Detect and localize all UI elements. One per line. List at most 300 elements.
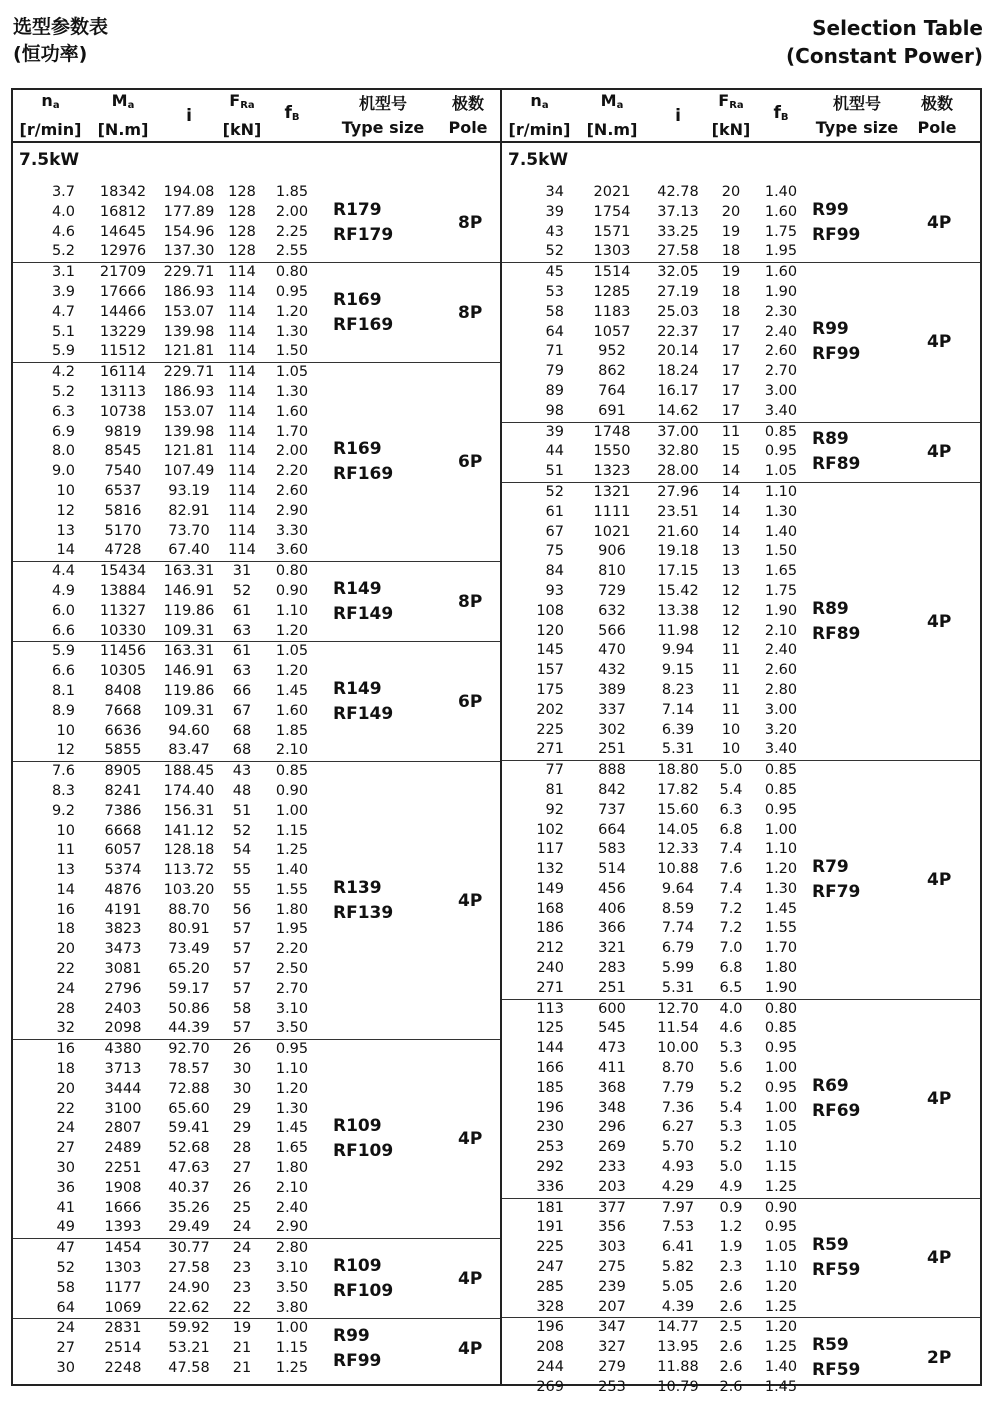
table-row — [502, 1158, 980, 1178]
cell-ratio: 13.38 — [657, 602, 699, 619]
type-size-label: RF89 — [812, 454, 861, 475]
cell-torque: 6636 — [104, 722, 142, 739]
cell-service-factor: 1.40 — [764, 184, 798, 200]
cell-service-factor: 1.45 — [275, 1120, 309, 1137]
cell-speed: 22 — [56, 961, 75, 978]
cell-speed: 9.2 — [51, 802, 75, 819]
header-type-size: 机型号 Type size — [341, 93, 425, 137]
type-size-label: R179 — [333, 199, 382, 220]
cell-service-factor: 2.80 — [764, 681, 798, 698]
cell-service-factor: 0.80 — [275, 563, 309, 580]
cell-radial-load: 14 — [721, 523, 741, 540]
cell-service-factor: 0.85 — [764, 423, 798, 440]
cell-speed: 98 — [545, 402, 564, 419]
cell-service-factor: 1.60 — [764, 203, 798, 220]
table-row — [13, 1319, 500, 1339]
type-size-label: R169 — [333, 289, 382, 310]
cell-service-factor: 1.25 — [275, 1360, 309, 1377]
table-row — [13, 1239, 500, 1259]
cell-torque: 7540 — [104, 463, 142, 480]
cell-torque: 1057 — [593, 323, 631, 340]
cell-speed: 18 — [56, 1061, 75, 1078]
cell-ratio: 7.97 — [661, 1199, 695, 1216]
table-row — [13, 1279, 500, 1299]
type-size — [333, 363, 393, 561]
cell-speed: 79 — [545, 363, 564, 380]
cell-radial-load: 21 — [232, 1360, 252, 1377]
cell-radial-load: 24 — [232, 1240, 252, 1257]
cell-radial-load: 12 — [721, 602, 741, 619]
cell-service-factor: 2.10 — [764, 622, 798, 639]
cell-ratio: 23.51 — [657, 503, 699, 520]
cell-radial-load: 17 — [721, 363, 741, 380]
cell-service-factor: 2.90 — [275, 1219, 309, 1236]
table-row — [502, 1338, 980, 1358]
cell-speed: 14 — [56, 881, 75, 898]
cell-ratio: 186.93 — [163, 283, 215, 300]
cell-service-factor: 1.00 — [764, 1099, 798, 1116]
cell-service-factor: 1.15 — [764, 1159, 798, 1176]
cell-torque: 664 — [598, 821, 626, 838]
cell-radial-load: 7.4 — [719, 841, 743, 858]
cell-speed: 125 — [536, 1020, 564, 1037]
type-size-label: RF69 — [812, 1100, 861, 1121]
cell-ratio: 15.60 — [657, 801, 699, 818]
cell-speed: 52 — [545, 243, 564, 260]
cell-radial-load: 114 — [228, 383, 256, 400]
cell-service-factor: 3.30 — [275, 522, 309, 539]
cell-speed: 244 — [536, 1359, 564, 1376]
cell-service-factor: 3.50 — [275, 1279, 309, 1296]
cell-speed: 3.9 — [51, 283, 75, 300]
table-row — [502, 900, 980, 920]
cell-radial-load: 30 — [232, 1061, 252, 1078]
cell-radial-load: 114 — [228, 364, 256, 381]
cell-ratio: 32.05 — [657, 264, 699, 281]
cell-radial-load: 28 — [232, 1140, 252, 1157]
cell-speed: 24 — [56, 980, 75, 997]
cell-service-factor: 1.05 — [764, 463, 798, 480]
cell-torque: 1754 — [593, 203, 631, 220]
cell-speed: 45 — [545, 264, 564, 281]
table-row — [13, 562, 500, 582]
cell-speed: 5.9 — [51, 643, 75, 660]
cell-torque: 11456 — [99, 643, 147, 660]
pole-count: 4P — [458, 1129, 483, 1150]
table-row — [13, 920, 500, 940]
cell-speed: 230 — [536, 1119, 564, 1136]
cell-service-factor: 1.05 — [275, 643, 309, 660]
pole-count: 2P — [927, 1348, 952, 1369]
cell-service-factor: 0.95 — [275, 283, 309, 300]
cell-radial-load: 43 — [232, 763, 252, 780]
cell-speed: 6.6 — [51, 622, 75, 639]
cell-ratio: 8.70 — [661, 1060, 695, 1077]
cell-service-factor: 2.30 — [764, 303, 798, 320]
table-row — [502, 781, 980, 801]
table-row — [13, 622, 500, 642]
table-row — [13, 841, 500, 861]
cell-speed: 43 — [545, 223, 564, 240]
cell-radial-load: 128 — [228, 223, 256, 240]
cell-service-factor: 2.20 — [275, 463, 309, 480]
pole-count: 4P — [927, 332, 952, 353]
cell-speed: 8.1 — [51, 682, 75, 699]
cell-speed: 292 — [536, 1159, 564, 1176]
cell-radial-load: 19 — [721, 223, 741, 240]
cell-ratio: 139.98 — [163, 323, 215, 340]
table-row — [13, 1359, 500, 1379]
table-row — [502, 1059, 980, 1079]
cell-speed: 71 — [545, 343, 564, 360]
cell-ratio: 194.08 — [163, 184, 215, 200]
table-row — [502, 661, 980, 681]
header-ratio: i — [186, 105, 192, 126]
cell-ratio: 65.20 — [168, 961, 210, 978]
cell-speed: 49 — [56, 1219, 75, 1236]
cell-ratio: 9.94 — [661, 642, 695, 659]
cell-service-factor: 1.10 — [764, 841, 798, 858]
cell-speed: 51 — [545, 463, 564, 480]
pole-count: 8P — [458, 302, 483, 323]
cell-torque: 366 — [598, 920, 626, 937]
cell-ratio: 229.71 — [163, 264, 215, 281]
pole-count: 4P — [458, 890, 483, 911]
cell-service-factor: 1.80 — [275, 1160, 309, 1177]
cell-service-factor: 1.45 — [764, 900, 798, 917]
cell-ratio: 11.98 — [657, 622, 699, 639]
row-group — [502, 423, 980, 483]
cell-speed: 64 — [545, 323, 564, 340]
cell-radial-load: 114 — [228, 323, 256, 340]
cell-torque: 16812 — [99, 203, 147, 220]
cell-torque: 3100 — [104, 1100, 142, 1117]
table-row — [13, 940, 500, 960]
cell-speed: 7.6 — [51, 763, 75, 780]
cell-speed: 32 — [56, 1020, 75, 1037]
cell-torque: 21709 — [99, 264, 147, 281]
cell-torque: 2248 — [104, 1360, 142, 1377]
pole-count: 4P — [927, 442, 952, 463]
cell-speed: 92 — [545, 801, 564, 818]
cell-speed: 27 — [56, 1140, 75, 1157]
cell-service-factor: 1.60 — [275, 403, 309, 420]
pole-count: 4P — [927, 1248, 952, 1269]
type-size-label: R109 — [333, 1255, 382, 1276]
cell-torque: 303 — [598, 1239, 626, 1256]
cell-speed: 113 — [536, 1000, 564, 1017]
table-row — [502, 880, 980, 900]
table-row — [13, 1119, 500, 1139]
cell-torque: 842 — [598, 781, 626, 798]
cell-torque: 11512 — [99, 343, 147, 360]
type-size — [333, 642, 393, 761]
table-row — [502, 242, 980, 262]
cell-service-factor: 1.75 — [764, 582, 798, 599]
table-row — [502, 1118, 980, 1138]
table-row — [13, 881, 500, 901]
table-row — [502, 701, 980, 721]
cell-ratio: 10.79 — [657, 1378, 699, 1395]
table-row — [13, 582, 500, 602]
cell-speed: 20 — [56, 941, 75, 958]
cell-radial-load: 19 — [232, 1320, 252, 1337]
cell-speed: 14 — [56, 542, 75, 559]
table-row — [13, 263, 500, 283]
type-size — [333, 1239, 393, 1318]
cell-service-factor: 2.10 — [275, 742, 309, 759]
cell-radial-load: 11 — [721, 681, 741, 698]
cell-torque: 470 — [598, 642, 626, 659]
row-group — [502, 183, 980, 263]
cell-radial-load: 29 — [232, 1120, 252, 1137]
cell-speed: 5.9 — [51, 343, 75, 360]
cell-ratio: 21.60 — [657, 523, 699, 540]
cell-ratio: 27.58 — [168, 1260, 210, 1277]
cell-radial-load: 6.8 — [719, 960, 743, 977]
cell-radial-load: 68 — [232, 722, 252, 739]
cell-ratio: 29.49 — [168, 1219, 210, 1236]
row-group — [13, 263, 500, 363]
cell-torque: 348 — [598, 1099, 626, 1116]
header-speed: $n_a$ [r/min] — [19, 91, 82, 139]
cell-ratio: 15.42 — [657, 582, 699, 599]
type-size-label: R69 — [812, 1075, 849, 1096]
cell-torque: 1454 — [104, 1240, 142, 1257]
cell-torque: 4876 — [104, 881, 142, 898]
cell-torque: 691 — [598, 402, 626, 419]
subtitle-en: (Constant Power) — [786, 44, 983, 68]
cell-radial-load: 54 — [232, 842, 252, 859]
cell-ratio: 78.57 — [168, 1061, 210, 1078]
cell-service-factor: 1.30 — [275, 383, 309, 400]
table-row — [502, 1258, 980, 1278]
cell-radial-load: 26 — [232, 1041, 252, 1058]
cell-radial-load: 5.0 — [719, 1159, 743, 1176]
cell-service-factor: 1.70 — [764, 940, 798, 957]
cell-torque: 9819 — [104, 423, 142, 440]
table-row — [502, 402, 980, 422]
header-type-size: 机型号 Type size — [815, 93, 899, 137]
table-row — [13, 980, 500, 1000]
cell-speed: 16 — [56, 1041, 75, 1058]
table-row — [502, 939, 980, 959]
cell-service-factor: 2.40 — [275, 1199, 309, 1216]
cell-torque: 207 — [598, 1298, 626, 1315]
cell-torque: 2021 — [593, 184, 631, 200]
cell-ratio: 5.31 — [661, 741, 695, 758]
cell-service-factor: 2.25 — [275, 223, 309, 240]
cell-torque: 3081 — [104, 961, 142, 978]
title-cn: 选型参数表 — [13, 16, 109, 38]
table-row — [502, 1019, 980, 1039]
header-speed: $n_a$ [r/min] — [508, 91, 571, 139]
cell-speed: 24 — [56, 1320, 75, 1337]
type-size-label: R109 — [333, 1116, 382, 1137]
cell-radial-load: 48 — [232, 782, 252, 799]
cell-ratio: 188.45 — [163, 763, 215, 780]
cell-radial-load: 128 — [228, 203, 256, 220]
cell-radial-load: 18 — [721, 303, 741, 320]
row-group — [13, 1040, 500, 1239]
cell-speed: 132 — [536, 861, 564, 878]
cell-radial-load: 5.4 — [719, 781, 743, 798]
type-size-label: RF109 — [333, 1141, 394, 1162]
cell-service-factor: 1.45 — [275, 682, 309, 699]
table-row — [502, 1079, 980, 1099]
cell-speed: 328 — [536, 1298, 564, 1315]
cell-service-factor: 1.00 — [275, 802, 309, 819]
cell-service-factor: 1.30 — [275, 323, 309, 340]
cell-speed: 247 — [536, 1259, 564, 1276]
table-row — [13, 642, 500, 662]
cell-torque: 1393 — [104, 1219, 142, 1236]
pole-count: 4P — [927, 869, 952, 890]
cell-ratio: 12.33 — [657, 841, 699, 858]
cell-speed: 10 — [56, 482, 75, 499]
cell-torque: 7668 — [104, 702, 142, 719]
cell-ratio: 80.91 — [168, 921, 210, 938]
table-row — [502, 641, 980, 661]
cell-torque: 13113 — [99, 383, 147, 400]
cell-torque: 337 — [598, 701, 626, 718]
type-size-label: R59 — [812, 1235, 849, 1256]
cell-ratio: 10.00 — [657, 1040, 699, 1057]
cell-radial-load: 18 — [721, 243, 741, 260]
cell-service-factor: 1.20 — [275, 663, 309, 680]
cell-ratio: 88.70 — [168, 901, 210, 918]
cell-speed: 102 — [536, 821, 564, 838]
table-row — [13, 502, 500, 522]
cell-torque: 11327 — [99, 602, 147, 619]
cell-torque: 862 — [598, 363, 626, 380]
cell-torque: 18342 — [99, 184, 147, 200]
cell-ratio: 141.12 — [163, 822, 215, 839]
cell-service-factor: 2.60 — [275, 482, 309, 499]
cell-torque: 347 — [598, 1319, 626, 1336]
cell-radial-load: 51 — [232, 802, 252, 819]
title-block-cn — [13, 14, 108, 68]
cell-torque: 4728 — [104, 542, 142, 559]
cell-speed: 196 — [536, 1319, 564, 1336]
cell-speed: 93 — [545, 582, 564, 599]
cell-ratio: 153.07 — [163, 403, 215, 420]
cell-speed: 11 — [56, 842, 75, 859]
table-row — [502, 1138, 980, 1158]
cell-radial-load: 14 — [721, 463, 741, 480]
cell-radial-load: 55 — [232, 881, 252, 898]
cell-radial-load: 19 — [721, 264, 741, 281]
cell-torque: 1908 — [104, 1179, 142, 1196]
cell-radial-load: 10 — [721, 741, 741, 758]
cell-ratio: 17.15 — [657, 563, 699, 580]
table-row — [502, 761, 980, 781]
table-row — [13, 682, 500, 702]
table-row — [502, 362, 980, 382]
cell-service-factor: 1.40 — [764, 1359, 798, 1376]
cell-ratio: 153.07 — [163, 303, 215, 320]
table-row — [502, 840, 980, 860]
cell-service-factor: 3.60 — [275, 542, 309, 559]
cell-radial-load: 55 — [232, 862, 252, 879]
cell-speed: 6.9 — [51, 423, 75, 440]
table-row — [13, 1259, 500, 1279]
cell-radial-load: 11 — [721, 701, 741, 718]
cell-radial-load: 20 — [721, 184, 741, 200]
row-group — [502, 1199, 980, 1319]
cell-service-factor: 1.75 — [764, 223, 798, 240]
cell-torque: 239 — [598, 1278, 626, 1295]
cell-radial-load: 2.3 — [719, 1259, 743, 1276]
cell-speed: 269 — [536, 1378, 564, 1395]
cell-speed: 149 — [536, 880, 564, 897]
cell-service-factor: 1.20 — [764, 1278, 798, 1295]
cell-torque: 389 — [598, 681, 626, 698]
cell-ratio: 30.77 — [168, 1240, 210, 1257]
cell-radial-load: 5.2 — [719, 1079, 743, 1096]
cell-service-factor: 0.85 — [764, 781, 798, 798]
cell-radial-load: 5.2 — [719, 1139, 743, 1156]
cell-ratio: 14.62 — [657, 402, 699, 419]
cell-torque: 1021 — [593, 523, 631, 540]
row-group — [502, 761, 980, 1000]
cell-torque: 2796 — [104, 980, 142, 997]
cell-ratio: 139.98 — [163, 423, 215, 440]
table-row — [502, 303, 980, 323]
cell-service-factor: 1.50 — [275, 343, 309, 360]
cell-speed: 20 — [56, 1080, 75, 1097]
cell-ratio: 73.70 — [168, 522, 210, 539]
cell-ratio: 59.17 — [168, 980, 210, 997]
table-row — [502, 1178, 980, 1198]
cell-ratio: 37.13 — [657, 203, 699, 220]
cell-speed: 64 — [56, 1299, 75, 1316]
cell-torque: 1550 — [593, 443, 631, 460]
cell-ratio: 11.88 — [657, 1359, 699, 1376]
table-row — [13, 283, 500, 303]
cell-torque: 10738 — [99, 403, 147, 420]
cell-speed: 12 — [56, 742, 75, 759]
table-row — [13, 403, 500, 423]
table-row — [502, 283, 980, 303]
cell-torque: 4191 — [104, 901, 142, 918]
cell-torque: 1069 — [104, 1299, 142, 1316]
cell-torque: 2403 — [104, 1000, 142, 1017]
table-row — [502, 503, 980, 523]
cell-radial-load: 1.2 — [719, 1219, 743, 1236]
cell-torque: 583 — [598, 841, 626, 858]
cell-torque: 6668 — [104, 822, 142, 839]
header-radial-load: $F_{Ra}$ [kN] — [222, 91, 262, 139]
pole-count: 4P — [458, 1339, 483, 1360]
cell-speed: 13 — [56, 522, 75, 539]
cell-radial-load: 114 — [228, 303, 256, 320]
cell-torque: 6537 — [104, 482, 142, 499]
cell-radial-load: 4.9 — [719, 1178, 743, 1195]
cell-ratio: 154.96 — [163, 223, 215, 240]
cell-speed: 117 — [536, 841, 564, 858]
cell-service-factor: 0.95 — [764, 1079, 798, 1096]
table-row — [502, 860, 980, 880]
cell-radial-load: 30 — [232, 1080, 252, 1097]
type-size-label: RF109 — [333, 1280, 394, 1301]
cell-speed: 3.7 — [51, 184, 75, 200]
cell-speed: 271 — [536, 979, 564, 996]
cell-speed: 271 — [536, 741, 564, 758]
cell-service-factor: 3.50 — [275, 1020, 309, 1037]
type-size-label: RF99 — [333, 1351, 382, 1372]
cell-service-factor: 0.80 — [275, 264, 309, 281]
